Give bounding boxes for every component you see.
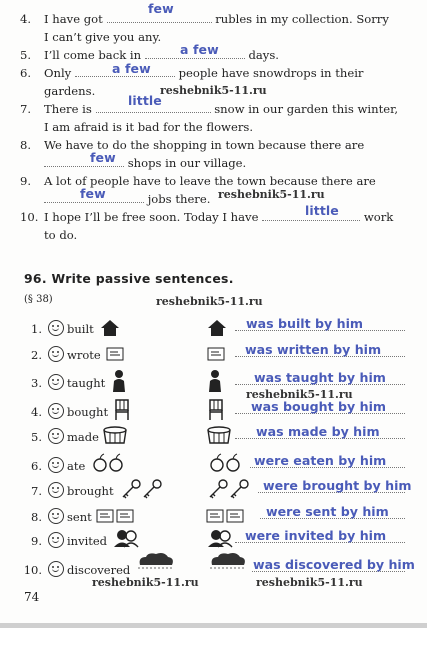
passive-row: 7. brought were brought by him xyxy=(31,478,412,498)
house-icon xyxy=(100,319,120,337)
smiley-icon xyxy=(48,457,64,473)
house-icon xyxy=(207,319,227,337)
letters-icon xyxy=(206,509,244,523)
handwritten-answer: little xyxy=(305,203,339,218)
handwritten-answer: a few xyxy=(180,42,219,57)
passive-row: 6. ate were eaten by him xyxy=(0,457,427,479)
passive-row: 2. wrote was written by him xyxy=(0,346,427,368)
letter-icon xyxy=(106,347,124,361)
smiley-icon xyxy=(48,320,64,336)
smiley-icon xyxy=(48,561,64,577)
apples-icon xyxy=(209,453,243,473)
background xyxy=(0,628,427,660)
letter-icon xyxy=(207,347,225,361)
smiley-icon xyxy=(48,403,64,419)
smiley-icon xyxy=(48,508,64,524)
handwritten-answer: was taught by him xyxy=(254,370,386,385)
handwritten-answer: few xyxy=(80,186,106,201)
apples-icon xyxy=(92,453,126,473)
basket-icon xyxy=(206,425,232,445)
keys-icon xyxy=(207,479,251,499)
handwritten-answer: was built by him xyxy=(246,316,364,331)
handwritten-answer: were sent by him xyxy=(266,504,389,519)
handwritten-answer: were invited by him xyxy=(245,528,387,543)
passive-row: 10. discovered was discovered by him xyxy=(0,561,427,583)
textbook-page: 4. I have got rubles in my collection. Sorry I can’t give you any. few 5. I’ll come back in days. a few 6. Only people have snowdrops in their gardens. a few reshebnik5-11.ru 7. There is snow in our garden this winter, I am afraid is it bad for the flowers. little 8. We have to do the shopping in town because there are shops in our village. few 9. A lot of people have to leave the town because there are jobs there. few reshebnik5-11.ru 10. I hope I’ll be free soon. Today I have work to do. little 96. Write passive sentences. (§ 38) reshebnik5-11.ru 1. built was built by him 2. wrote was written by him 3. taught was taught by him reshebnik5-11.ru 4. bought was bought by him 5. made was made by him 6. ate were eaten by him 7. brought were brought by him 8. sent were sent by him 9. invited were invited by him 10. discovered was discovered by him reshebnik5-11.ru reshebnik5-11.ru 74 xyxy=(0,0,427,625)
watermark: reshebnik5-11.ru xyxy=(92,576,199,589)
handwritten-answer: few xyxy=(90,150,116,165)
passive-row: 9. invited were invited by him xyxy=(0,532,427,554)
guests-icon xyxy=(207,528,233,548)
grammar-reference: (§ 38) xyxy=(24,294,53,305)
handwritten-answer: was bought by him xyxy=(251,399,387,414)
handwritten-answer: were brought by him xyxy=(263,478,412,493)
passive-row: 3. taught was taught by him xyxy=(0,374,427,396)
handwritten-answer: was made by him xyxy=(256,424,380,439)
smiley-icon xyxy=(48,428,64,444)
passive-row: 4. bought was bought by him xyxy=(0,403,427,425)
handwritten-answer: few xyxy=(148,1,174,16)
handwritten-answer: was written by him xyxy=(245,342,382,357)
handwritten-answer: a few xyxy=(112,61,151,76)
chair-icon xyxy=(114,399,130,421)
smiley-icon xyxy=(48,346,64,362)
keys-icon xyxy=(120,479,164,499)
passive-row: 1. built was built by him xyxy=(0,320,427,342)
letters-icon xyxy=(96,509,134,523)
island-icon xyxy=(208,551,248,571)
smiley-icon xyxy=(48,374,64,390)
page-number: 74 xyxy=(24,590,40,604)
teacher-icon xyxy=(207,369,223,393)
exercise-title: 96. Write passive sentences. xyxy=(24,271,234,286)
guests-icon xyxy=(113,528,139,548)
smiley-icon xyxy=(48,532,64,548)
basket-icon xyxy=(102,425,128,445)
smiley-icon xyxy=(48,482,64,498)
watermark: reshebnik5-11.ru xyxy=(256,576,363,589)
handwritten-answer: was discovered by him xyxy=(253,557,415,572)
chair-icon xyxy=(208,399,224,421)
watermark: reshebnik5-11.ru xyxy=(156,295,263,308)
watermark: reshebnik5-11.ru xyxy=(218,188,325,201)
watermark: reshebnik5-11.ru xyxy=(160,84,267,97)
handwritten-answer: little xyxy=(128,93,162,108)
passive-row: 5. made was made by him xyxy=(0,428,427,450)
passive-row: 8. sent were sent by him xyxy=(0,508,427,530)
handwritten-answer: were eaten by him xyxy=(254,453,387,468)
island-icon xyxy=(136,551,176,571)
watermark: reshebnik5-11.ru xyxy=(246,388,353,401)
teacher-icon xyxy=(111,369,127,393)
